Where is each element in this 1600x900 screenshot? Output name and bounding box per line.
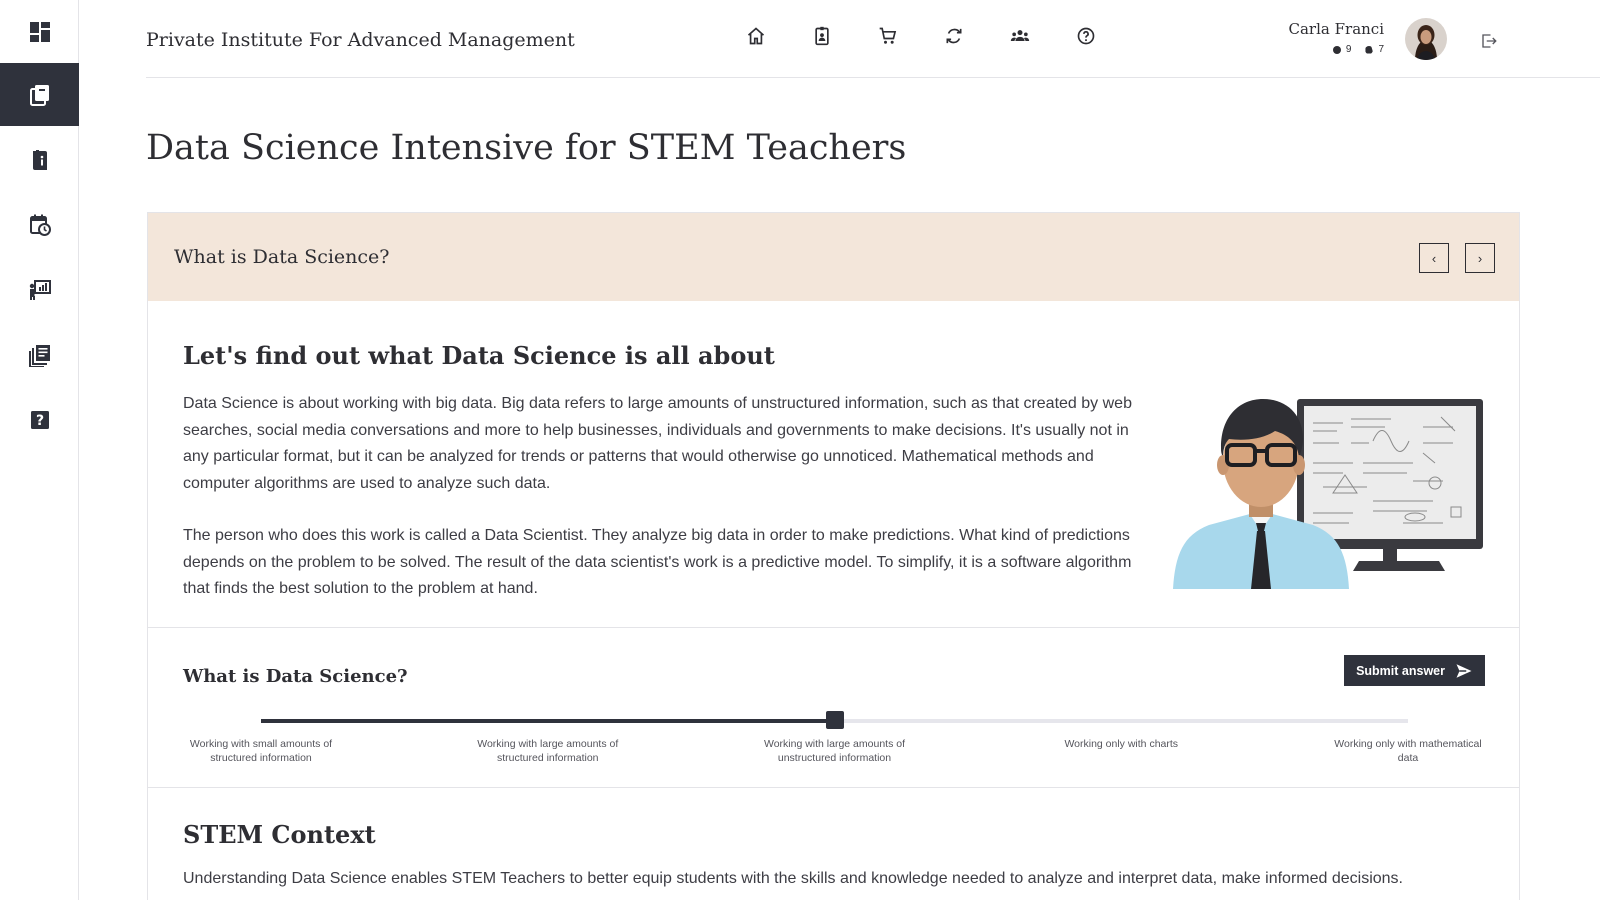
user-info[interactable]	[1289, 20, 1384, 55]
sidebar-item-info[interactable]	[0, 128, 79, 191]
presentation-icon	[28, 278, 52, 302]
dashboard-icon	[28, 20, 52, 44]
nav-help[interactable]	[1074, 24, 1098, 48]
moon-icon	[1365, 46, 1373, 54]
question-section	[148, 628, 1519, 788]
badge-icon	[812, 26, 832, 46]
dot-icon	[1333, 46, 1341, 54]
lesson-card-title: What is Data Science?	[174, 246, 390, 268]
avatar[interactable]	[1405, 18, 1447, 60]
next-button[interactable]	[1465, 243, 1495, 273]
user-stats	[1289, 44, 1384, 55]
courses-icon	[28, 83, 52, 107]
slider-option-label[interactable]: Working with small amounts of structured information	[189, 738, 333, 764]
lesson-intro-section	[148, 301, 1519, 628]
stat-moon	[1365, 44, 1384, 55]
help-circle-icon	[1076, 26, 1096, 46]
lesson-card-header	[148, 213, 1519, 301]
user-name: Carla Franci	[1288, 20, 1384, 38]
data-scientist-illustration	[1173, 383, 1485, 589]
context-body: Understanding Data Science enables STEM Teachers to better equip students with the skills and knowledge needed to analyze and interpret data, make informed decisions.	[183, 870, 1403, 887]
library-icon	[28, 343, 52, 367]
info-book-icon	[28, 148, 52, 172]
submit-answer-label: Submit answer	[1356, 663, 1445, 678]
sidebar-item-courses[interactable]	[0, 63, 79, 126]
answer-slider[interactable]	[261, 719, 1408, 723]
sidebar	[0, 0, 79, 900]
slider-fill	[261, 719, 835, 723]
sidebar-item-presentations[interactable]	[0, 258, 79, 321]
nav-home[interactable]	[744, 24, 768, 48]
page-title: Data Science Intensive for STEM Teachers	[146, 128, 907, 168]
svg-text:?: ?	[35, 412, 44, 429]
slider-thumb[interactable]	[826, 711, 844, 729]
section-body	[183, 391, 1143, 603]
context-title: STEM Context	[183, 820, 376, 849]
group-icon	[1010, 26, 1030, 46]
question-title: What is Data Science?	[183, 666, 408, 687]
nav-sync[interactable]	[942, 24, 966, 48]
prev-button[interactable]	[1419, 243, 1449, 273]
section-paragraph: Data Science is about working with big data. Big data refers to large amounts of unstructured information, such as that created by web searches, social media conversations and more to help businesses, individuals and governments to make decisions. It's usually not in any particular format, but it can be analyzed for trends or patterns that would otherwise go unnoticed. Mathematical methods and computer algorithms are used to analyze such data.	[183, 395, 1132, 492]
slider-option-label[interactable]: Working only with charts	[1064, 738, 1179, 750]
org-name: Private Institute For Advanced Management	[146, 29, 575, 51]
sidebar-item-dashboard[interactable]	[0, 0, 79, 63]
sidebar-item-schedule[interactable]	[0, 193, 79, 256]
top-nav	[744, 24, 1098, 48]
logout-icon	[1480, 32, 1498, 50]
stat-dot	[1333, 44, 1352, 55]
section-paragraph: The person who does this work is called a Data Scientist. They analyze big data in order to make predictions. What kind of predictions depends on the problem to be solved. The result of the data scientist's work is a predictive model. To simplify, it is a software algorithm that finds the best solution to the problem at hand.	[183, 527, 1132, 597]
slider-option-label[interactable]: Working only with mathematical data	[1334, 738, 1482, 764]
nav-profile[interactable]	[810, 24, 834, 48]
refresh-icon	[944, 26, 964, 46]
cart-icon	[878, 26, 898, 46]
slider-option-label[interactable]: Working with large amounts of structured information	[477, 738, 619, 764]
slider-option-label[interactable]: Working with large amounts of unstructured information	[763, 738, 906, 764]
sidebar-item-library[interactable]	[0, 323, 79, 386]
calendar-clock-icon	[28, 213, 52, 237]
help-square-icon	[28, 408, 52, 432]
section-title: Let's find out what Data Science is all about	[183, 341, 775, 370]
sidebar-item-help[interactable]	[0, 388, 79, 451]
send-icon	[1455, 662, 1473, 680]
stat-dot-value: 9	[1345, 44, 1352, 55]
stat-moon-value: 7	[1378, 44, 1384, 55]
top-header	[146, 0, 1600, 78]
lesson-card	[147, 212, 1520, 900]
home-icon	[746, 26, 766, 46]
nav-cart[interactable]	[876, 24, 900, 48]
nav-community[interactable]	[1008, 24, 1032, 48]
chevron-right-icon: ›	[1477, 250, 1483, 266]
logout-button[interactable]	[1480, 32, 1498, 50]
submit-answer-button[interactable]	[1344, 655, 1485, 686]
chevron-left-icon: ‹	[1431, 250, 1437, 266]
